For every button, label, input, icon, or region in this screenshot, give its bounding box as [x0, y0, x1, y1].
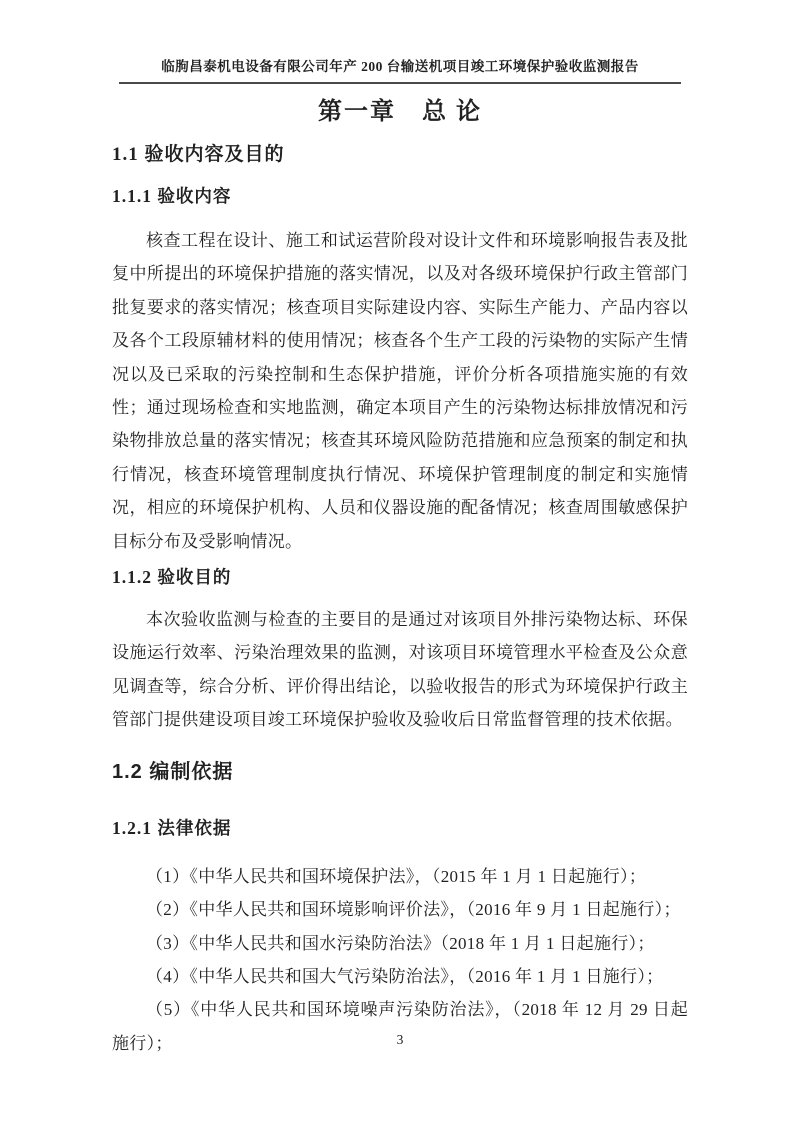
heading-1-1: 1.1 验收内容及目的 [112, 144, 285, 165]
paragraph-verification-content: 核查工程在设计、施工和试运营阶段对设计文件和环境影响报告表及批复中所提出的环境保护措施的落实情况，以及对各级环境保护行政主管部门批复要求的落实情况；核查项目实际建设内容、实际生产能力、产品内容以及各个工段原辅材料的使用情况；核查各个生产工段的污染物的实际产生情况以及已采取的污染控制和生态保护措施，评价分析各项措施实施的有效性；通过现场检查和实地监测，确定本项目产生的污染物达标排放情况和污染物排放总量的落实情况；核查其环境风险防范措施和应急预案的制定和执行情况，核查环境管理制度执行情况、环境保护管理制度的制定和实施情况，相应的环境保护机构、人员和仪器设施的配备情况；核查周围敏感保护目标分布及受影响情况。 [112, 231, 688, 551]
page-header [119, 57, 681, 84]
heading-1-1-1: 1.1.1 验收内容 [112, 186, 232, 206]
heading-1-2-1-label: 法律依据 [157, 817, 232, 838]
heading-1-1-2: 1.1.2 验收目的 [112, 567, 232, 588]
paragraph-acceptance-purpose: 本次验收监测与检查的主要目的是通过对该项目外排污染物达标、环保设施运行效率、污染治理效果的监测，对该项目环境管理水平检查及公众意见调查等，综合分析、评价得出结论，以验收报告的形式为环境保护行政主管部门提供建设项目竣工环境保护验收及验收后日常监督管理的技术依据。 [112, 610, 688, 730]
law-item: （2）《中华人民共和国环境影响评价法》，（2016 年 9 月 1 日起施行）； [146, 900, 681, 920]
law-item: （1）《中华人民共和国环境保护法》，（2015 年 1 月 1 日起施行）； [146, 866, 647, 886]
heading-1-2-1-number: 1.2.1 [112, 817, 152, 838]
law-item: （5）《中华人民共和国环境噪声污染防治法》，（2018 年 12 月 29 日起施行）； [112, 1000, 688, 1053]
page-number: 3 [396, 1032, 404, 1047]
page-content [0, 97, 800, 1060]
law-item: （4）《中华人民共和国大气污染防治法》，（2016 年 1 月 1 日施行）； [146, 966, 664, 986]
law-item: （3）《中华人民共和国水污染防治法》（2018 年 1 月 1 日起施行）； [146, 933, 655, 953]
heading-1-2: 1.2 编制依据 [112, 760, 234, 783]
chapter-title: 第一章 总 论 [318, 99, 482, 125]
header-title: 临朐昌泰机电设备有限公司年产 200 台输送机项目竣工环境保护验收监测报告 [161, 59, 639, 74]
heading-1-2-1 [112, 817, 688, 840]
